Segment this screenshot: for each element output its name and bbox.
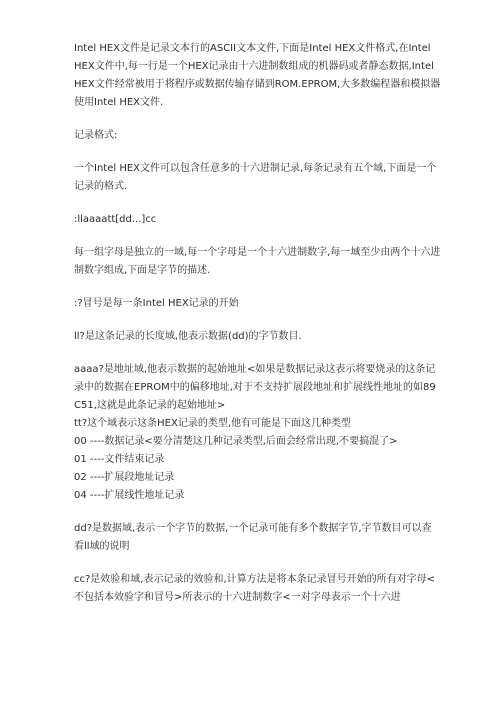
record-type-04: 04 ----扩展线性地址记录 — [74, 490, 185, 501]
record-description: 一个Intel HEX文件可以包含任意多的十六进制记录,每条记录有五个域,下面是一个记录的格式. — [74, 163, 437, 192]
intro-paragraph: Intel HEX文件是记录文本行的ASCII文本文件,下面是Intel HEX文件格式,在Intel HEX文件中,每一行是一个HEX记录由十六进制数组成的机器码或者静态数据,Intel HEX文件经常被用于将程序或数据传输存储到ROM.EPROM,大多数编程器和模拟器使用Intel HEX文件. — [74, 43, 441, 108]
record-type-00: 00 ----数据记录<要分清楚这几种记录类型,后面会经常出现,不要搞混了> — [74, 436, 398, 447]
checksum-field-description: cc?是效验和域,表示记录的效验和,计算方法是将本条记录冒号开始的所有对字母<不包括本效验字和冒号>所表示的十六进制数字<一对字母表示一个十六进 — [74, 574, 436, 603]
address-field-description: aaaa?是地址域,他表示数据的起始地址<如果是数据记录这表示将要烧录的这条记录中的数据在EPROM中的偏移地址,对于不支持扩展段地址和扩展线性地址的如89C51,这就是此条记录的起始地址> — [74, 364, 436, 411]
record-format-syntax: :llaaaatt[dd...]cc — [74, 214, 157, 225]
colon-field-description: :?冒号是每一条Intel HEX记录的开始 — [74, 298, 239, 309]
field-description: 每一组字母是独立的一域,每一个字母是一个十六进制数字,每一域至少由两个十六进制数字组成,下面是字节的描述. — [74, 247, 441, 276]
data-field-description: dd?是数据域,表示一个字节的数据,一个记录可能有多个数据字节,字节数目可以查看ll域的说明 — [74, 523, 432, 552]
record-format-heading: 记录格式: — [74, 130, 118, 141]
length-field-description: ll?是这条记录的长度域,他表示数据(dd)的字节数目. — [74, 331, 302, 342]
record-type-02: 02 ----扩展段地址记录 — [74, 472, 175, 483]
type-field-description: tt?这个域表示这条HEX记录的类型,他有可能是下面这几种类型 — [74, 418, 352, 429]
record-type-01: 01 ----文件结束记录 — [74, 454, 165, 465]
